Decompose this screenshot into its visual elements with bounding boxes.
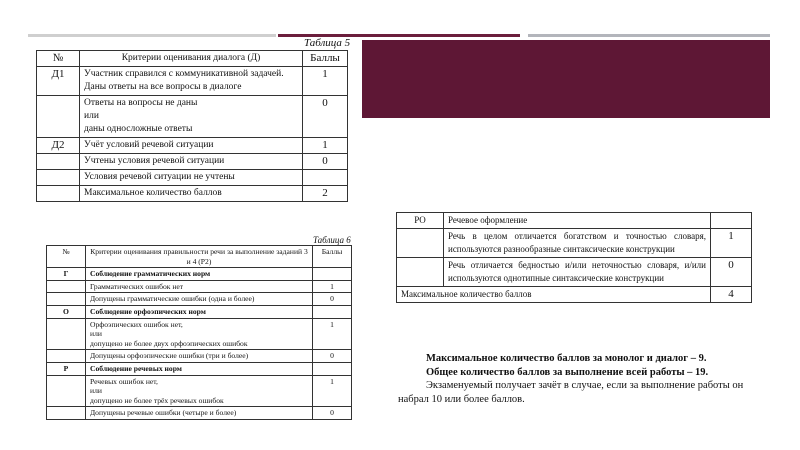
row-id: [37, 186, 80, 202]
table-row: [37, 170, 348, 186]
row-score: 0: [711, 258, 752, 287]
row-id: [47, 375, 86, 407]
criteria-line: Учтены условия речевой ситуации: [84, 156, 225, 166]
row-score: 1: [303, 138, 348, 154]
table-header-row: [47, 246, 352, 268]
text-line: Допущены речевые ошибки (четыре и более): [90, 408, 237, 418]
text-line: Орфоэпических ошибок нет,: [90, 319, 183, 329]
row-score: [313, 268, 352, 281]
table-row: [47, 305, 352, 318]
row-id: [47, 407, 86, 420]
row-criteria: [80, 67, 303, 96]
table-row: [37, 154, 348, 170]
text-line: или: [90, 329, 102, 339]
table-row: [37, 138, 348, 154]
header-code: РО: [397, 213, 444, 229]
text-line: допущено не более двух орфоэпических ошибок: [90, 338, 248, 348]
row-id: [47, 280, 86, 293]
text-line: Соблюдение речевых норм: [90, 363, 182, 373]
row-id: Р: [47, 362, 86, 375]
row-score: [313, 305, 352, 318]
row-id: [47, 293, 86, 306]
row-score: 1: [711, 229, 752, 258]
row-id: Г: [47, 268, 86, 281]
table6-caption: Таблица 6: [313, 235, 351, 245]
header-score: Баллы: [313, 246, 352, 268]
row-text: [86, 375, 313, 407]
table-row: [47, 293, 352, 306]
decor-line-grey-right: [528, 34, 770, 37]
text-line: Допущены грамматические ошибки (одна и более): [90, 294, 255, 304]
row-text: [86, 350, 313, 363]
note-line: Максимальное количество баллов за монолог и диалог – 9.: [426, 353, 707, 364]
header-title: Речевое оформление: [444, 213, 711, 229]
row-score: 0: [313, 407, 352, 420]
table-row: [47, 407, 352, 420]
row-criteria: [80, 170, 303, 186]
decor-line-grey: [28, 34, 276, 37]
row-id: Д1: [37, 67, 80, 96]
row-score: 1: [313, 318, 352, 350]
max-label: Максимальное количество баллов: [397, 287, 711, 303]
scoring-notes: [398, 352, 750, 406]
table-row: [37, 67, 348, 96]
table-row: [47, 362, 352, 375]
criteria-line: Учёт условий речевой ситуации: [84, 140, 214, 150]
table-row: [47, 375, 352, 407]
row-id: [47, 318, 86, 350]
row-text: [86, 305, 313, 318]
text-line: Соблюдение грамматических норм: [90, 269, 211, 279]
header-number: №: [37, 51, 80, 67]
table-header-row: [37, 51, 348, 67]
text-line: или: [90, 386, 102, 396]
row-text: [86, 268, 313, 281]
header-score: Баллы: [303, 51, 348, 67]
row-criteria: [80, 138, 303, 154]
row-score: 0: [303, 96, 348, 138]
table-row: [397, 258, 752, 287]
row-text: [86, 362, 313, 375]
row-id: [397, 229, 444, 258]
criteria-line: Ответы на вопросы не даны: [84, 98, 198, 108]
row-score: 2: [303, 186, 348, 202]
row-score: [313, 362, 352, 375]
row-id: О: [47, 305, 86, 318]
table-row: [47, 318, 352, 350]
max-row: [397, 287, 752, 303]
criteria-line: Участник справился с коммуникативной задачей.: [84, 69, 284, 79]
row-score: [303, 170, 348, 186]
row-text: Речь отличается бедностью и/или неточностью словаря, и/или используются однотипные синтаксические конструкции: [444, 258, 711, 287]
row-score: 0: [313, 293, 352, 306]
table-row: [397, 229, 752, 258]
max-score: 4: [711, 287, 752, 303]
row-score: 1: [313, 280, 352, 293]
row-text: [86, 407, 313, 420]
header-criteria: Критерии оценивания диалога (Д): [80, 51, 303, 67]
title-banner: [362, 40, 770, 118]
row-criteria: [80, 154, 303, 170]
row-text: Речь в целом отличается богатством и точностью словаря, используются разнообразные синтаксические конструкции: [444, 229, 711, 258]
row-score: 0: [303, 154, 348, 170]
row-id: [37, 96, 80, 138]
note-line: Общее количество баллов за выполнение всей работы – 19.: [426, 366, 709, 378]
row-score: 1: [313, 375, 352, 407]
table-row: [47, 350, 352, 363]
criteria-line: Даны ответы на все вопросы в диалоге: [84, 82, 242, 92]
row-id: [37, 154, 80, 170]
table-speech-correctness: [46, 245, 352, 420]
text-line: Грамматических ошибок нет: [90, 281, 184, 291]
table5-caption: Таблица 5: [304, 37, 351, 49]
text-line: допущено не более трёх речевых ошибок: [90, 395, 224, 405]
table-header-row: [397, 213, 752, 229]
row-criteria: [80, 186, 303, 202]
row-id: [47, 350, 86, 363]
criteria-line: Условия речевой ситуации не учтены: [84, 172, 235, 182]
criteria-line: Максимальное количество баллов: [84, 188, 222, 198]
row-score: 1: [303, 67, 348, 96]
table-dialogue-criteria: [36, 50, 348, 202]
text-line: Речевых ошибок нет,: [90, 376, 158, 386]
row-id: Д2: [37, 138, 80, 154]
note-line: Экзаменуемый получает зачёт в случае, если за выполнение работы он набрал 10 или более баллов.: [398, 380, 744, 405]
row-text: [86, 280, 313, 293]
table-speech-design: [396, 212, 752, 303]
table-row: [37, 96, 348, 138]
criteria-line: даны односложные ответы: [84, 124, 193, 134]
row-score: 0: [313, 350, 352, 363]
table-row: [37, 186, 348, 202]
header-criteria: Критерии оценивания правильности речи за выполнение заданий 3 и 4 (Р2): [86, 246, 313, 268]
table-row: [47, 268, 352, 281]
header-score: [711, 213, 752, 229]
header-number: №: [47, 246, 86, 268]
row-id: [397, 258, 444, 287]
criteria-line: или: [84, 111, 99, 121]
row-text: [86, 318, 313, 350]
row-id: [37, 170, 80, 186]
row-criteria: [80, 96, 303, 138]
row-text: [86, 293, 313, 306]
text-line: Соблюдение орфоэпических норм: [90, 306, 206, 316]
table-row: [47, 280, 352, 293]
text-line: Допущены орфоэпические ошибки (три и более): [90, 351, 249, 361]
